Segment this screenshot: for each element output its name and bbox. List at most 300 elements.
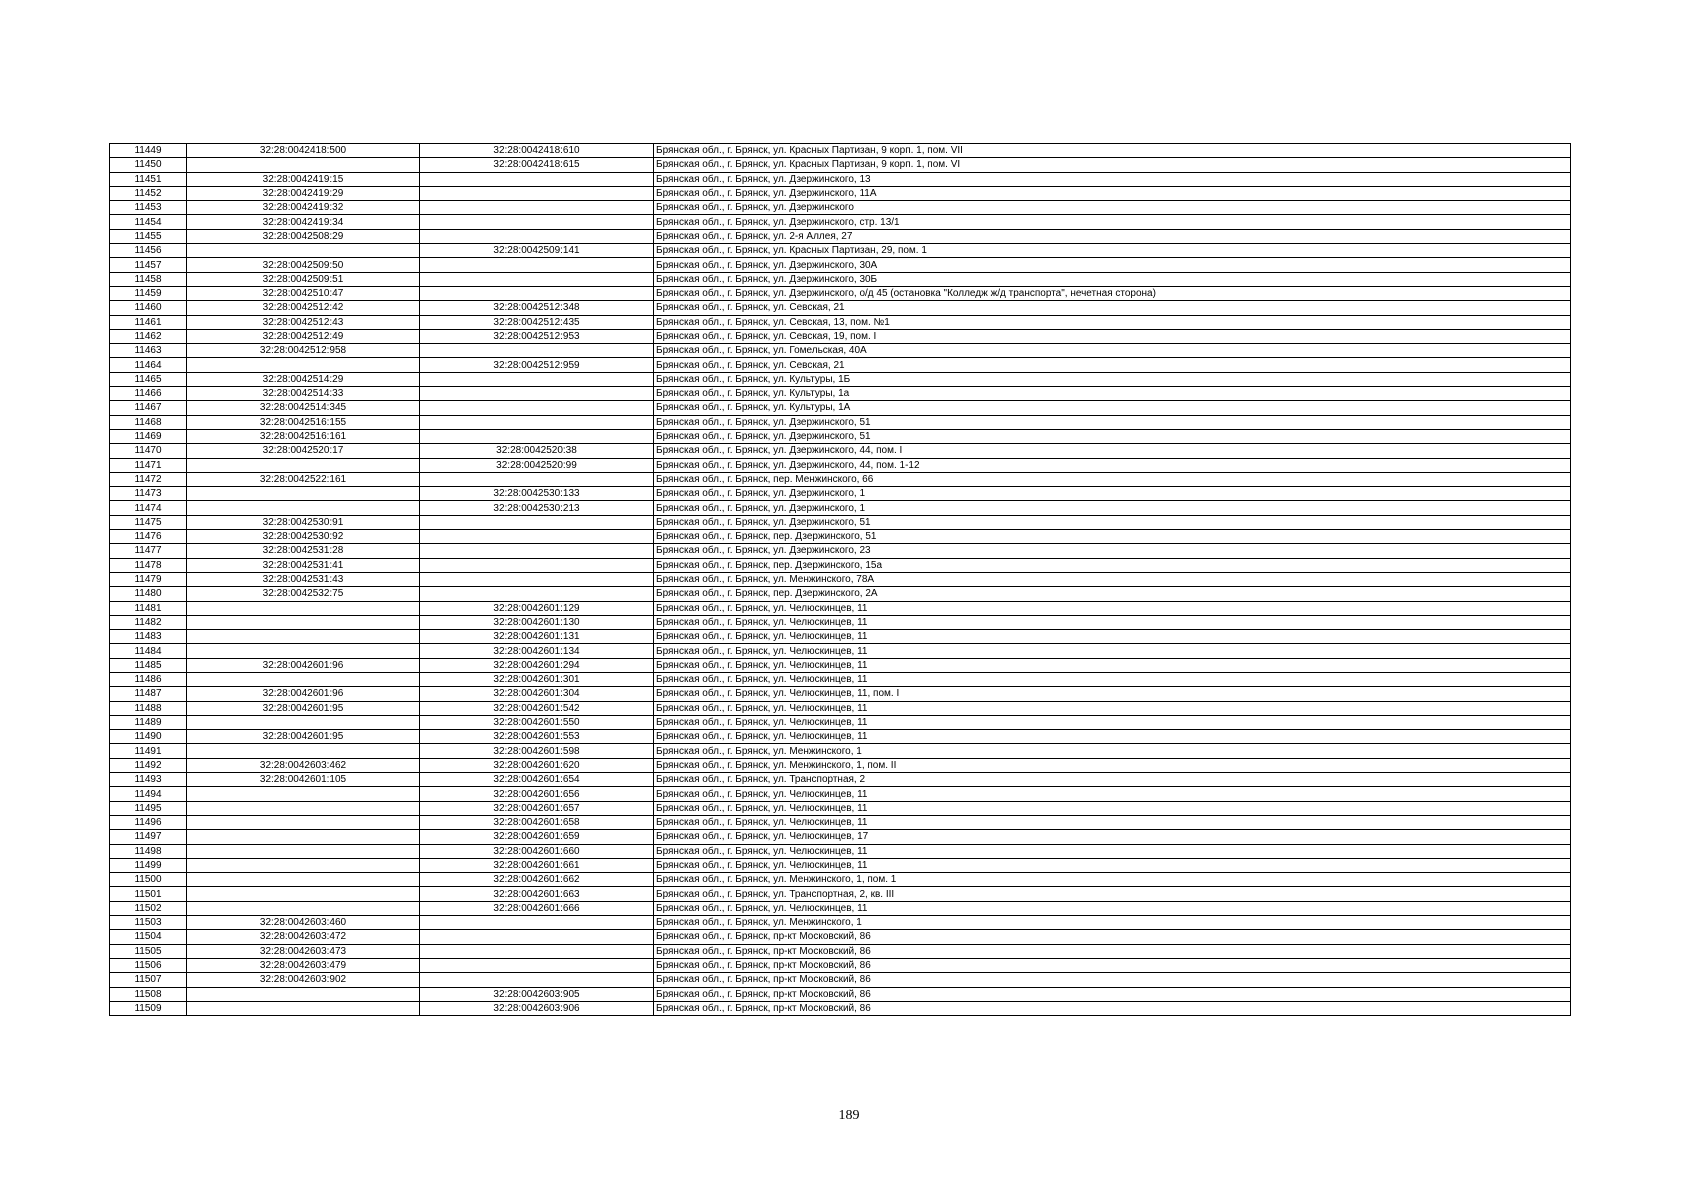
cadastral-number-cell: 32:28:0042601:95 (187, 730, 420, 744)
cadastral-number-cell: 32:28:0042419:15 (187, 172, 420, 186)
premises-cadastral-number-cell (420, 272, 654, 286)
row-number-cell: 11491 (110, 744, 187, 758)
premises-cadastral-number-cell: 32:28:0042601:662 (420, 873, 654, 887)
row-number-cell: 11506 (110, 958, 187, 972)
premises-cadastral-number-cell: 32:28:0042603:906 (420, 1001, 654, 1015)
cadastral-number-cell: 32:28:0042514:33 (187, 387, 420, 401)
premises-cadastral-number-cell (420, 544, 654, 558)
cadastral-number-cell: 32:28:0042532:75 (187, 587, 420, 601)
cadastral-number-cell: 32:28:0042601:96 (187, 658, 420, 672)
address-cell: Брянская обл., г. Брянск, пер. Дзержинского, 51 (654, 530, 1571, 544)
address-cell: Брянская обл., г. Брянск, ул. Менжинского, 1 (654, 744, 1571, 758)
premises-cadastral-number-cell: 32:28:0042512:348 (420, 301, 654, 315)
address-cell: Брянская обл., г. Брянск, ул. Менжинского, 1, пом. II (654, 758, 1571, 772)
cadastral-number-cell (187, 744, 420, 758)
address-cell: Брянская обл., г. Брянск, ул. Дзержинского (654, 201, 1571, 215)
table-row (110, 244, 1571, 258)
premises-cadastral-number-cell: 32:28:0042520:38 (420, 444, 654, 458)
row-number-cell: 11476 (110, 530, 187, 544)
row-number-cell: 11483 (110, 630, 187, 644)
table-row (110, 744, 1571, 758)
cadastral-number-cell: 32:28:0042520:17 (187, 444, 420, 458)
table-row (110, 472, 1571, 486)
premises-cadastral-number-cell: 32:28:0042512:959 (420, 358, 654, 372)
cadastral-number-cell (187, 630, 420, 644)
address-cell: Брянская обл., г. Брянск, ул. Челюскинцев, 17 (654, 830, 1571, 844)
address-cell: Брянская обл., г. Брянск, ул. Дзержинского, стр. 13/1 (654, 215, 1571, 229)
cadastral-number-cell (187, 987, 420, 1001)
cadastral-number-cell: 32:28:0042514:345 (187, 401, 420, 415)
premises-cadastral-number-cell: 32:28:0042530:213 (420, 501, 654, 515)
row-number-cell: 11470 (110, 444, 187, 458)
address-cell: Брянская обл., г. Брянск, ул. Севская, 21 (654, 358, 1571, 372)
cadastral-number-cell: 32:28:0042530:92 (187, 530, 420, 544)
table-row (110, 401, 1571, 415)
cadastral-number-cell (187, 644, 420, 658)
table-row (110, 286, 1571, 300)
address-cell: Брянская обл., г. Брянск, ул. Транспортная, 2, кв. III (654, 887, 1571, 901)
page-number: 189 (838, 1108, 860, 1123)
table-row (110, 572, 1571, 586)
row-number-cell: 11460 (110, 301, 187, 315)
cadastral-number-cell: 32:28:0042531:43 (187, 572, 420, 586)
premises-cadastral-number-cell (420, 229, 654, 243)
cadastral-number-cell (187, 844, 420, 858)
address-cell: Брянская обл., г. Брянск, ул. Севская, 19, пом. I (654, 329, 1571, 343)
premises-cadastral-number-cell (420, 429, 654, 443)
table-row (110, 515, 1571, 529)
address-cell: Брянская обл., г. Брянск, пер. Дзержинского, 15а (654, 558, 1571, 572)
premises-cadastral-number-cell (420, 944, 654, 958)
cadastral-number-cell: 32:28:0042512:43 (187, 315, 420, 329)
cadastral-number-cell (187, 815, 420, 829)
table-row (110, 344, 1571, 358)
premises-cadastral-number-cell: 32:28:0042418:615 (420, 158, 654, 172)
address-cell: Брянская обл., г. Брянск, ул. Менжинского, 1, пом. 1 (654, 873, 1571, 887)
address-cell: Брянская обл., г. Брянск, ул. Гомельская, 40А (654, 344, 1571, 358)
cadastral-number-cell: 32:28:0042512:49 (187, 329, 420, 343)
row-number-cell: 11469 (110, 429, 187, 443)
table-row (110, 429, 1571, 443)
row-number-cell: 11484 (110, 644, 187, 658)
cadastral-number-cell: 32:28:0042603:472 (187, 930, 420, 944)
address-cell: Брянская обл., г. Брянск, ул. Челюскинцев, 11, пом. I (654, 687, 1571, 701)
cadastral-number-cell (187, 715, 420, 729)
address-cell: Брянская обл., г. Брянск, ул. Дзержинского, 13 (654, 172, 1571, 186)
row-number-cell: 11481 (110, 601, 187, 615)
row-number-cell: 11497 (110, 830, 187, 844)
row-number-cell: 11492 (110, 758, 187, 772)
table-row (110, 501, 1571, 515)
address-cell: Брянская обл., г. Брянск, пр-кт Московский, 86 (654, 987, 1571, 1001)
table-row (110, 215, 1571, 229)
table-row (110, 415, 1571, 429)
premises-cadastral-number-cell (420, 572, 654, 586)
row-number-cell: 11450 (110, 158, 187, 172)
row-number-cell: 11496 (110, 815, 187, 829)
table-row (110, 658, 1571, 672)
premises-cadastral-number-cell (420, 186, 654, 200)
row-number-cell: 11465 (110, 372, 187, 386)
address-cell: Брянская обл., г. Брянск, пр-кт Московский, 86 (654, 958, 1571, 972)
address-cell: Брянская обл., г. Брянск, ул. Дзержинского, 51 (654, 429, 1571, 443)
premises-cadastral-number-cell: 32:28:0042601:550 (420, 715, 654, 729)
address-cell: Брянская обл., г. Брянск, ул. Челюскинцев, 11 (654, 615, 1571, 629)
address-cell: Брянская обл., г. Брянск, ул. Челюскинцев, 11 (654, 701, 1571, 715)
cadastral-number-cell (187, 887, 420, 901)
table-row (110, 630, 1571, 644)
address-cell: Брянская обл., г. Брянск, ул. Дзержинского, 30А (654, 258, 1571, 272)
row-number-cell: 11494 (110, 787, 187, 801)
table-row (110, 787, 1571, 801)
table-row (110, 201, 1571, 215)
table-body (110, 144, 1571, 1016)
cadastral-number-cell: 32:28:0042531:28 (187, 544, 420, 558)
cadastral-number-cell (187, 858, 420, 872)
address-cell: Брянская обл., г. Брянск, ул. Красных Партизан, 29, пом. 1 (654, 244, 1571, 258)
address-cell: Брянская обл., г. Брянск, пр-кт Московский, 86 (654, 944, 1571, 958)
address-cell: Брянская обл., г. Брянск, ул. Красных Партизан, 9 корп. 1, пом. VII (654, 144, 1571, 158)
table-row (110, 329, 1571, 343)
address-cell: Брянская обл., г. Брянск, ул. Челюскинцев, 11 (654, 730, 1571, 744)
cadastral-number-cell: 32:28:0042601:95 (187, 701, 420, 715)
table-row (110, 358, 1571, 372)
table-row (110, 930, 1571, 944)
address-cell: Брянская обл., г. Брянск, ул. Дзержинского, о/д 45 (остановка "Колледж ж/д транспорта", нечетная сторона) (654, 286, 1571, 300)
cadastral-number-cell: 32:28:0042531:41 (187, 558, 420, 572)
table-row (110, 387, 1571, 401)
table-row (110, 830, 1571, 844)
row-number-cell: 11480 (110, 587, 187, 601)
row-number-cell: 11504 (110, 930, 187, 944)
row-number-cell: 11454 (110, 215, 187, 229)
row-number-cell: 11507 (110, 973, 187, 987)
cadastral-number-cell: 32:28:0042512:958 (187, 344, 420, 358)
cadastral-number-cell: 32:28:0042509:50 (187, 258, 420, 272)
row-number-cell: 11462 (110, 329, 187, 343)
premises-cadastral-number-cell (420, 215, 654, 229)
premises-cadastral-number-cell: 32:28:0042601:304 (420, 687, 654, 701)
table-row (110, 158, 1571, 172)
table-row (110, 444, 1571, 458)
premises-cadastral-number-cell: 32:28:0042601:129 (420, 601, 654, 615)
row-number-cell: 11479 (110, 572, 187, 586)
address-cell: Брянская обл., г. Брянск, ул. Челюскинцев, 11 (654, 858, 1571, 872)
row-number-cell: 11485 (110, 658, 187, 672)
table-row (110, 186, 1571, 200)
premises-cadastral-number-cell (420, 415, 654, 429)
table-row (110, 372, 1571, 386)
premises-cadastral-number-cell: 32:28:0042418:610 (420, 144, 654, 158)
premises-cadastral-number-cell (420, 515, 654, 529)
row-number-cell: 11467 (110, 401, 187, 415)
address-cell: Брянская обл., г. Брянск, ул. Дзержинского, 51 (654, 515, 1571, 529)
table-row (110, 315, 1571, 329)
premises-cadastral-number-cell: 32:28:0042601:654 (420, 773, 654, 787)
row-number-cell: 11471 (110, 458, 187, 472)
premises-cadastral-number-cell (420, 930, 654, 944)
premises-cadastral-number-cell (420, 958, 654, 972)
row-number-cell: 11490 (110, 730, 187, 744)
address-cell: Брянская обл., г. Брянск, ул. Челюскинцев, 11 (654, 815, 1571, 829)
address-cell: Брянская обл., г. Брянск, ул. Менжинского, 78А (654, 572, 1571, 586)
cadastral-number-cell: 32:28:0042516:155 (187, 415, 420, 429)
row-number-cell: 11500 (110, 873, 187, 887)
row-number-cell: 11455 (110, 229, 187, 243)
cadastral-number-cell (187, 615, 420, 629)
row-number-cell: 11482 (110, 615, 187, 629)
table-row (110, 987, 1571, 1001)
cadastral-number-cell: 32:28:0042419:29 (187, 186, 420, 200)
row-number-cell: 11498 (110, 844, 187, 858)
premises-cadastral-number-cell (420, 401, 654, 415)
address-cell: Брянская обл., г. Брянск, пер. Дзержинского, 2А (654, 587, 1571, 601)
cadastral-number-cell (187, 672, 420, 686)
address-cell: Брянская обл., г. Брянск, ул. Севская, 13, пом. №1 (654, 315, 1571, 329)
premises-cadastral-number-cell: 32:28:0042520:99 (420, 458, 654, 472)
cadastral-number-cell: 32:28:0042603:473 (187, 944, 420, 958)
cadastral-number-cell: 32:28:0042603:479 (187, 958, 420, 972)
premises-cadastral-number-cell: 32:28:0042601:661 (420, 858, 654, 872)
premises-cadastral-number-cell (420, 973, 654, 987)
table-row (110, 687, 1571, 701)
cadastral-number-cell (187, 801, 420, 815)
cadastral-number-cell: 32:28:0042603:902 (187, 973, 420, 987)
address-cell: Брянская обл., г. Брянск, ул. Челюскинцев, 11 (654, 801, 1571, 815)
row-number-cell: 11464 (110, 358, 187, 372)
cadastral-number-cell: 32:28:0042601:105 (187, 773, 420, 787)
premises-cadastral-number-cell (420, 558, 654, 572)
premises-cadastral-number-cell (420, 258, 654, 272)
premises-cadastral-number-cell: 32:28:0042512:435 (420, 315, 654, 329)
address-cell: Брянская обл., г. Брянск, пр-кт Московский, 86 (654, 973, 1571, 987)
premises-cadastral-number-cell (420, 201, 654, 215)
table-row (110, 701, 1571, 715)
cadastral-number-cell: 32:28:0042508:29 (187, 229, 420, 243)
cadastral-number-cell (187, 158, 420, 172)
premises-cadastral-number-cell: 32:28:0042509:141 (420, 244, 654, 258)
premises-cadastral-number-cell: 32:28:0042601:542 (420, 701, 654, 715)
cadastral-number-cell: 32:28:0042603:460 (187, 916, 420, 930)
table-row (110, 301, 1571, 315)
table-row (110, 873, 1571, 887)
row-number-cell: 11478 (110, 558, 187, 572)
address-cell: Брянская обл., г. Брянск, ул. Красных Партизан, 9 корп. 1, пом. VI (654, 158, 1571, 172)
address-cell: Брянская обл., г. Брянск, ул. Челюскинцев, 11 (654, 901, 1571, 915)
premises-cadastral-number-cell: 32:28:0042601:598 (420, 744, 654, 758)
premises-cadastral-number-cell: 32:28:0042512:953 (420, 329, 654, 343)
row-number-cell: 11456 (110, 244, 187, 258)
premises-cadastral-number-cell: 32:28:0042601:660 (420, 844, 654, 858)
premises-cadastral-number-cell: 32:28:0042601:130 (420, 615, 654, 629)
table-row (110, 973, 1571, 987)
premises-cadastral-number-cell: 32:28:0042601:134 (420, 644, 654, 658)
premises-cadastral-number-cell (420, 587, 654, 601)
cadastral-number-cell: 32:28:0042418:500 (187, 144, 420, 158)
row-number-cell: 11508 (110, 987, 187, 1001)
premises-cadastral-number-cell: 32:28:0042601:659 (420, 830, 654, 844)
cadastral-number-cell (187, 244, 420, 258)
table-row (110, 487, 1571, 501)
address-cell: Брянская обл., г. Брянск, ул. Челюскинцев, 11 (654, 658, 1571, 672)
row-number-cell: 11458 (110, 272, 187, 286)
premises-cadastral-number-cell: 32:28:0042530:133 (420, 487, 654, 501)
cadastral-number-cell: 32:28:0042514:29 (187, 372, 420, 386)
cadastral-number-cell: 32:28:0042530:91 (187, 515, 420, 529)
row-number-cell: 11466 (110, 387, 187, 401)
table-row (110, 801, 1571, 815)
cadastral-number-cell: 32:28:0042512:42 (187, 301, 420, 315)
address-cell: Брянская обл., г. Брянск, пер. Менжинского, 66 (654, 472, 1571, 486)
table-row (110, 644, 1571, 658)
row-number-cell: 11457 (110, 258, 187, 272)
address-cell: Брянская обл., г. Брянск, ул. Челюскинцев, 11 (654, 672, 1571, 686)
premises-cadastral-number-cell: 32:28:0042601:663 (420, 887, 654, 901)
row-number-cell: 11502 (110, 901, 187, 915)
table-row (110, 172, 1571, 186)
table-row (110, 715, 1571, 729)
address-cell: Брянская обл., г. Брянск, ул. 2-я Аллея, 27 (654, 229, 1571, 243)
table-row (110, 458, 1571, 472)
table-row (110, 672, 1571, 686)
address-cell: Брянская обл., г. Брянск, ул. Челюскинцев, 11 (654, 644, 1571, 658)
premises-cadastral-number-cell: 32:28:0042601:131 (420, 630, 654, 644)
address-cell: Брянская обл., г. Брянск, ул. Дзержинского, 23 (654, 544, 1571, 558)
row-number-cell: 11499 (110, 858, 187, 872)
table-row (110, 229, 1571, 243)
premises-cadastral-number-cell: 32:28:0042601:657 (420, 801, 654, 815)
cadastral-number-cell: 32:28:0042601:96 (187, 687, 420, 701)
row-number-cell: 11503 (110, 916, 187, 930)
premises-cadastral-number-cell: 32:28:0042601:620 (420, 758, 654, 772)
cadastral-number-cell (187, 601, 420, 615)
premises-cadastral-number-cell: 32:28:0042601:658 (420, 815, 654, 829)
premises-cadastral-number-cell: 32:28:0042601:294 (420, 658, 654, 672)
address-cell: Брянская обл., г. Брянск, ул. Дзержинского, 51 (654, 415, 1571, 429)
table-row (110, 144, 1571, 158)
cadastral-number-cell (187, 873, 420, 887)
premises-cadastral-number-cell (420, 344, 654, 358)
address-cell: Брянская обл., г. Брянск, пр-кт Московский, 86 (654, 930, 1571, 944)
table-row (110, 258, 1571, 272)
table-row (110, 615, 1571, 629)
address-cell: Брянская обл., г. Брянск, пр-кт Московский, 86 (654, 1001, 1571, 1015)
premises-cadastral-number-cell (420, 530, 654, 544)
row-number-cell: 11487 (110, 687, 187, 701)
address-cell: Брянская обл., г. Брянск, ул. Культуры, 1А (654, 401, 1571, 415)
row-number-cell: 11451 (110, 172, 187, 186)
address-cell: Брянская обл., г. Брянск, ул. Дзержинского, 1 (654, 487, 1571, 501)
premises-cadastral-number-cell (420, 172, 654, 186)
cadastral-number-cell: 32:28:0042419:32 (187, 201, 420, 215)
row-number-cell: 11495 (110, 801, 187, 815)
address-cell: Брянская обл., г. Брянск, ул. Транспортная, 2 (654, 773, 1571, 787)
cadastral-number-cell: 32:28:0042509:51 (187, 272, 420, 286)
table-row (110, 858, 1571, 872)
address-cell: Брянская обл., г. Брянск, ул. Севская, 21 (654, 301, 1571, 315)
address-cell: Брянская обл., г. Брянск, ул. Культуры, 1Б (654, 372, 1571, 386)
row-number-cell: 11475 (110, 515, 187, 529)
address-cell: Брянская обл., г. Брянск, ул. Дзержинского, 44, пом. 1-12 (654, 458, 1571, 472)
address-cell: Брянская обл., г. Брянск, ул. Челюскинцев, 11 (654, 601, 1571, 615)
table-row (110, 758, 1571, 772)
property-table (109, 143, 1571, 1016)
table-row (110, 916, 1571, 930)
premises-cadastral-number-cell (420, 372, 654, 386)
cadastral-number-cell (187, 1001, 420, 1015)
row-number-cell: 11472 (110, 472, 187, 486)
premises-cadastral-number-cell (420, 286, 654, 300)
cadastral-number-cell (187, 901, 420, 915)
premises-cadastral-number-cell (420, 472, 654, 486)
premises-cadastral-number-cell: 32:28:0042601:656 (420, 787, 654, 801)
address-cell: Брянская обл., г. Брянск, ул. Культуры, 1а (654, 387, 1571, 401)
table-row (110, 844, 1571, 858)
address-cell: Брянская обл., г. Брянск, ул. Челюскинцев, 11 (654, 844, 1571, 858)
cadastral-number-cell (187, 487, 420, 501)
row-number-cell: 11486 (110, 672, 187, 686)
table-row (110, 815, 1571, 829)
premises-cadastral-number-cell: 32:28:0042601:553 (420, 730, 654, 744)
row-number-cell: 11501 (110, 887, 187, 901)
premises-cadastral-number-cell (420, 387, 654, 401)
row-number-cell: 11459 (110, 286, 187, 300)
row-number-cell: 11463 (110, 344, 187, 358)
table-row (110, 587, 1571, 601)
row-number-cell: 11449 (110, 144, 187, 158)
row-number-cell: 11488 (110, 701, 187, 715)
premises-cadastral-number-cell: 32:28:0042603:905 (420, 987, 654, 1001)
row-number-cell: 11493 (110, 773, 187, 787)
row-number-cell: 11473 (110, 487, 187, 501)
address-cell: Брянская обл., г. Брянск, ул. Менжинского, 1 (654, 916, 1571, 930)
row-number-cell: 11489 (110, 715, 187, 729)
cadastral-number-cell (187, 501, 420, 515)
row-number-cell: 11468 (110, 415, 187, 429)
cadastral-number-cell: 32:28:0042419:34 (187, 215, 420, 229)
cadastral-number-cell (187, 458, 420, 472)
table-row (110, 773, 1571, 787)
row-number-cell: 11452 (110, 186, 187, 200)
cadastral-number-cell: 32:28:0042603:462 (187, 758, 420, 772)
table-row (110, 730, 1571, 744)
address-cell: Брянская обл., г. Брянск, ул. Челюскинцев, 11 (654, 630, 1571, 644)
cadastral-number-cell (187, 358, 420, 372)
address-cell: Брянская обл., г. Брянск, ул. Дзержинского, 11А (654, 186, 1571, 200)
table-row (110, 558, 1571, 572)
cadastral-number-cell: 32:28:0042516:161 (187, 429, 420, 443)
address-cell: Брянская обл., г. Брянск, ул. Дзержинского, 30Б (654, 272, 1571, 286)
row-number-cell: 11509 (110, 1001, 187, 1015)
row-number-cell: 11477 (110, 544, 187, 558)
table-row (110, 530, 1571, 544)
row-number-cell: 11461 (110, 315, 187, 329)
table-row (110, 944, 1571, 958)
address-cell: Брянская обл., г. Брянск, ул. Дзержинского, 1 (654, 501, 1571, 515)
address-cell: Брянская обл., г. Брянск, ул. Дзержинского, 44, пом. I (654, 444, 1571, 458)
cadastral-number-cell (187, 830, 420, 844)
table-row (110, 901, 1571, 915)
table-row (110, 544, 1571, 558)
cadastral-number-cell: 32:28:0042522:161 (187, 472, 420, 486)
row-number-cell: 11474 (110, 501, 187, 515)
cadastral-number-cell: 32:28:0042510:47 (187, 286, 420, 300)
premises-cadastral-number-cell: 32:28:0042601:666 (420, 901, 654, 915)
address-cell: Брянская обл., г. Брянск, ул. Челюскинцев, 11 (654, 715, 1571, 729)
row-number-cell: 11505 (110, 944, 187, 958)
table-row (110, 1001, 1571, 1015)
address-cell: Брянская обл., г. Брянск, ул. Челюскинцев, 11 (654, 787, 1571, 801)
